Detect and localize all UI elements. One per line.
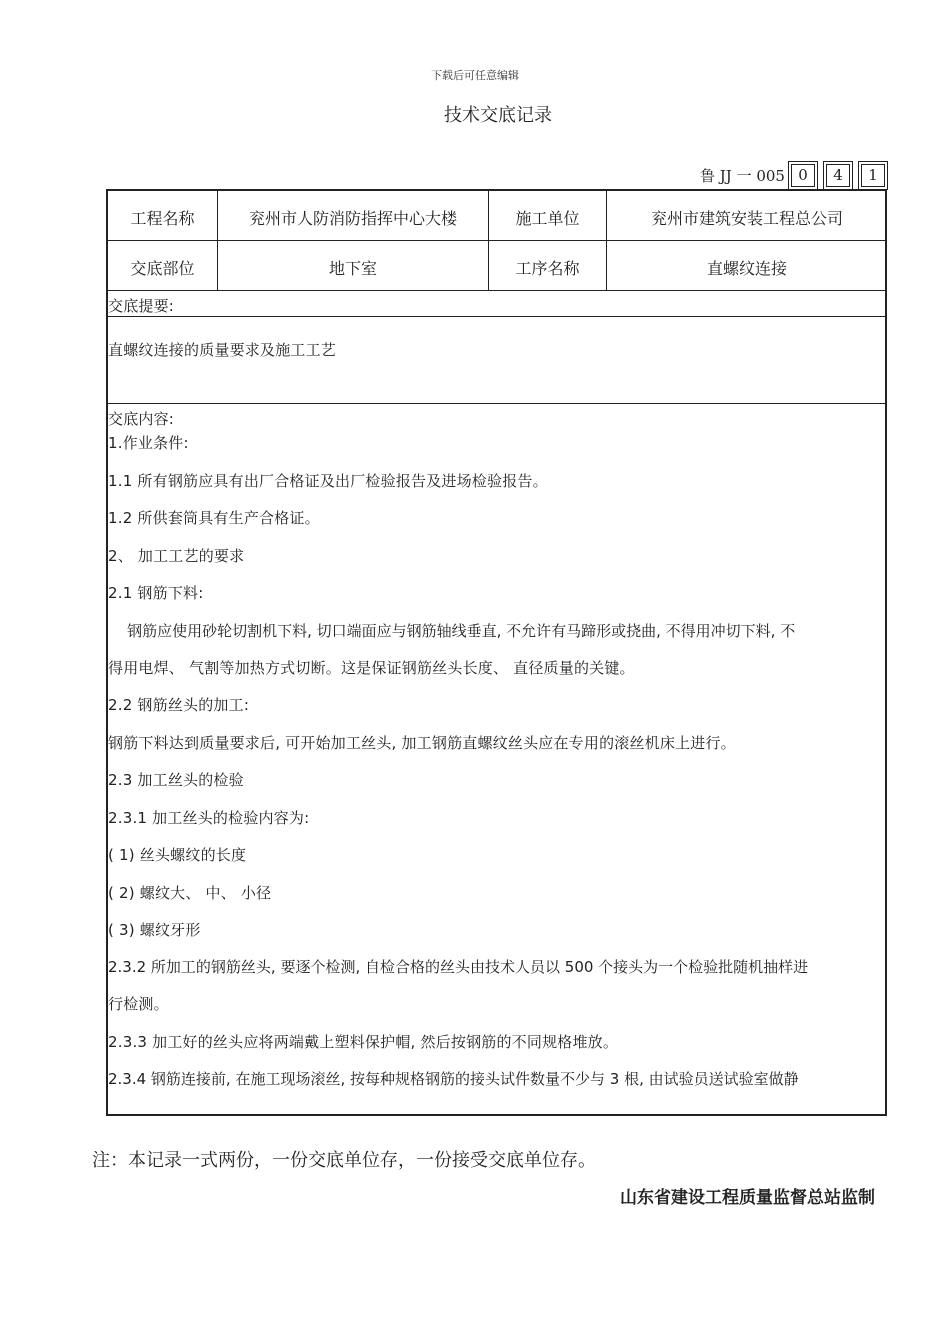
contractor-value: 兖州市建筑安装工程总公司 xyxy=(650,209,843,228)
contractor-label: 施工单位 xyxy=(515,209,580,228)
content-line: 1.2 所供套筒具有生产合格证。 xyxy=(108,509,320,527)
content-line: 2.1 钢筋下料: xyxy=(108,584,204,602)
top-note: 下载后可任意编辑 xyxy=(431,69,519,82)
project-name-label: 工程名称 xyxy=(130,209,195,228)
content-line: 1.作业条件: xyxy=(108,434,189,452)
content-line: 2.3 加工丝头的检验 xyxy=(108,771,244,789)
summary-text: 直螺纹连接的质量要求及施工工艺 xyxy=(108,341,337,359)
content-line: ( 1) 丝头螺纹的长度 xyxy=(108,846,247,864)
project-name-value: 兖州市人防消防指挥中心大楼 xyxy=(248,209,457,228)
row-divider xyxy=(108,290,885,291)
footer-note: 注：本记录一式两份，一份交底单位存，一份接受交底单位存。 xyxy=(92,1150,596,1171)
form-code-box-2: 4 xyxy=(823,161,853,190)
document-title: 技术交底记录 xyxy=(444,105,552,126)
form-code-box-3: 1 xyxy=(858,161,888,190)
process-value: 直螺纹连接 xyxy=(706,259,787,278)
location-value: 地下室 xyxy=(328,259,377,278)
issuer-signature: 山东省建设工程质量监督总站监制 xyxy=(620,1188,875,1208)
content-line: ( 3) 螺纹牙形 xyxy=(108,921,201,939)
content-line: 2.2 钢筋丝头的加工: xyxy=(108,696,250,714)
location-label: 交底部位 xyxy=(130,259,195,278)
row-divider xyxy=(108,403,885,404)
content-line: 2.3.2 所加工的钢筋丝头, 要逐个检测, 自检合格的丝头由技术人员以 500 个接头为一个检验批随机抽样进 xyxy=(108,958,809,976)
row-divider xyxy=(108,316,885,317)
row-divider xyxy=(108,240,885,241)
content-line: 2、 加工工艺的要求 xyxy=(108,547,245,565)
content-label: 交底内容: xyxy=(108,410,175,428)
content-line: 钢筋应使用砂轮切割机下料, 切口端面应与钢筋轴线垂直, 不允许有马蹄形或挠曲, 不得用冲切下料, 不 xyxy=(108,622,796,640)
content-line: ( 2) 螺纹大、 中、 小径 xyxy=(108,884,272,902)
content-line: 2.3.1 加工丝头的检验内容为: xyxy=(108,809,310,827)
content-line: 钢筋下料达到质量要求后, 可开始加工丝头, 加工钢筋直螺纹丝头应在专用的滚丝机床上进行。 xyxy=(108,734,736,752)
content-line: 1.1 所有钢筋应具有出厂合格证及出厂检验报告及进场检验报告。 xyxy=(108,472,548,490)
content-line: 2.3.4 钢筋连接前, 在施工现场滚丝, 按每种规格钢筋的接头试件数量不少与 3 根, 由试验员送试验室做静 xyxy=(108,1070,799,1088)
form-code-box-1: 0 xyxy=(788,161,818,190)
content-line: 得用电焊、 气割等加热方式切断。这是保证钢筋丝头长度、 直径质量的关键。 xyxy=(108,659,635,677)
record-table xyxy=(106,189,887,1116)
form-code-label: 鲁 JJ 一 005 xyxy=(700,167,785,185)
process-label: 工序名称 xyxy=(515,259,580,278)
content-line: 行检测。 xyxy=(108,995,169,1013)
summary-label: 交底提要: xyxy=(108,297,175,315)
content-line: 2.3.3 加工好的丝头应将两端戴上塑料保护帽, 然后按钢筋的不同规格堆放。 xyxy=(108,1033,619,1051)
